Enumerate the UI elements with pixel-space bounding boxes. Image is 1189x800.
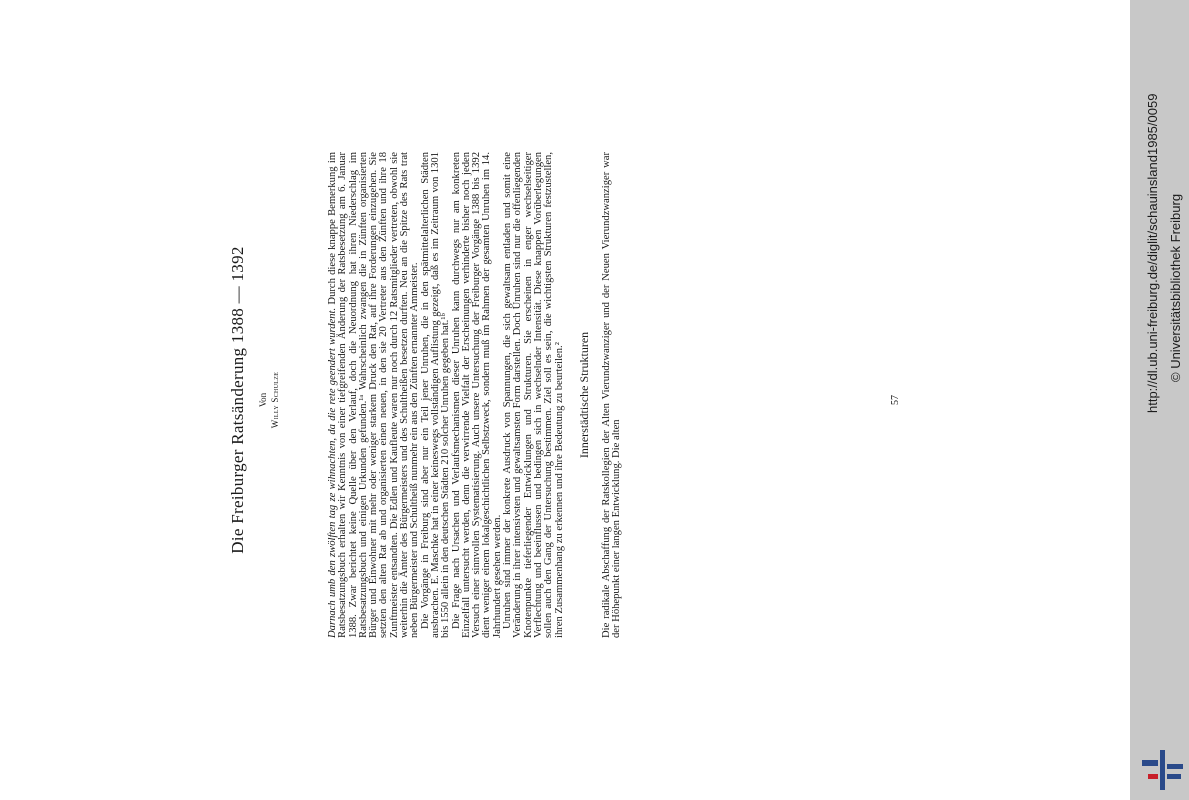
source-url[interactable]: http://dl.ub.uni-freiburg.de/diglit/schauinsland1985/0059	[1145, 93, 1160, 413]
paragraph-4: Unruhen sind immer der konkrete Ausdruck von Spannungen, die sich gewaltsam entladen und somit eine Veränderung in ihrer intensivsten und gewaltsamsten Form darstellen. Doch Unruhen sind nur die offenliegenden Knotenpunkte tieferliegender Entwicklungen und Strukturen. Sie erscheinen in enger wechselseitiger Verflechtung und beeinflussen und bedingen sich in wechselnder Intensität. Diese knappen Vorüberlegungen sollen auch den Gang der Untersuchung bestimmen. Ziel soll es sein, die wichtigsten Strukturen festzustellen, ihren Zusammenhang zu erkennen und ihre Bedeutung zu beurteilen.²	[502, 152, 565, 638]
byline-von: Von	[258, 392, 268, 408]
section-heading: Innerstädtische Strukturen	[576, 331, 591, 459]
paragraph-1-text: Durch diese knappe Bemerkung im Ratsbesatzungsbuch erhalten wir Kenntnis von einer tiefgreifenden Änderung der Ratsbesetzung am 6. Januar 1388. Zwar berichtet keine Quelle über den Verlauf, doch die Neuordnung hat ihren Niederschlag im Ratsbesatzungsbuch und einigen Urkunden gefunden.¹ᵃ Wahrscheinlich zwangen die in Zünften organisierten Bürger und Einwohner mit mehr oder weniger starkem Druck den Rat, auf ihre Forderungen einzugehen. Sie setzten den alten Rat ab und organisierten einen neuen, in den sie 20 Vertreter aus den Zünften und ihre 18 Zunftmeister entsandten. Die Edlen und Kaufleute waren nur noch durch 12 Ratsmitglieder vertreten, obwohl sie weiterhin die Ämter des Bürgermeisters und des Schultheißen besetzen durften. Neu an die Spitze des Rats trat neben Bürgermeister und Schultheiß nunmehr ein aus den Zünften ernannter Ammeister.	[327, 152, 421, 638]
logo-bar-right-top	[1167, 764, 1183, 769]
article-body	[328, 152, 623, 638]
copyright-notice: © Universitätsbibliothek Freiburg	[1168, 193, 1183, 382]
logo-bar-vertical	[1160, 750, 1165, 790]
paragraph-2: Die Vorgänge in Freiburg sind aber nur ein Teil jener Unruhen, die in den spätmittelalterlichen Städten ausbrachen. E. Maschke hat in einer keineswegs vollständigen Auflistung gezeigt, daß es im Zeitraum von 1301 bis 1550 allein in den deutschen Städten 210 solcher Unruhen gegeben hat.¹ᵇ	[419, 152, 452, 638]
logo-bar-right-bottom	[1167, 774, 1181, 779]
logo-bar-red	[1148, 774, 1158, 779]
page-number: 57	[890, 395, 901, 405]
article-title: Die Freiburger Ratsänderung 1388 — 1392	[228, 246, 247, 554]
library-logo-icon	[1140, 748, 1184, 792]
logo-bar-left	[1142, 760, 1158, 766]
paragraph-3: Die Frage nach Ursachen und Verlaufsmechanismen dieser Unruhen kann durchwegs nur am konkreten Einzelfall untersucht werden, denn die verwirrende Vielfalt der Erscheinungen verhinderte bisher noch jeden Versuch einer sinnvollen Systematisierung. Auch unsere Untersuchung der Freiburger Vorgänge 1388 bis 1392 dient weniger einem lokalgeschichtlichen Selbstzweck, sondern muß im Rahmen der gesamten Unruhen im 14. Jahrhundert gesehen werden.	[450, 152, 503, 638]
paragraph-1	[328, 152, 421, 638]
author-name: Willy Schulze	[270, 371, 280, 429]
paragraph-5: Die radikale Abschaffung der Ratskollegien der Alten Vierundzwanziger und der Neuen Vierundzwanziger war der Höhepunkt einer langen Entwicklung. Die alten	[601, 152, 623, 638]
quote-italic: Darnach umb den zwölften tag ze wihnachten, da die rete geendert wurdent.	[327, 307, 338, 638]
